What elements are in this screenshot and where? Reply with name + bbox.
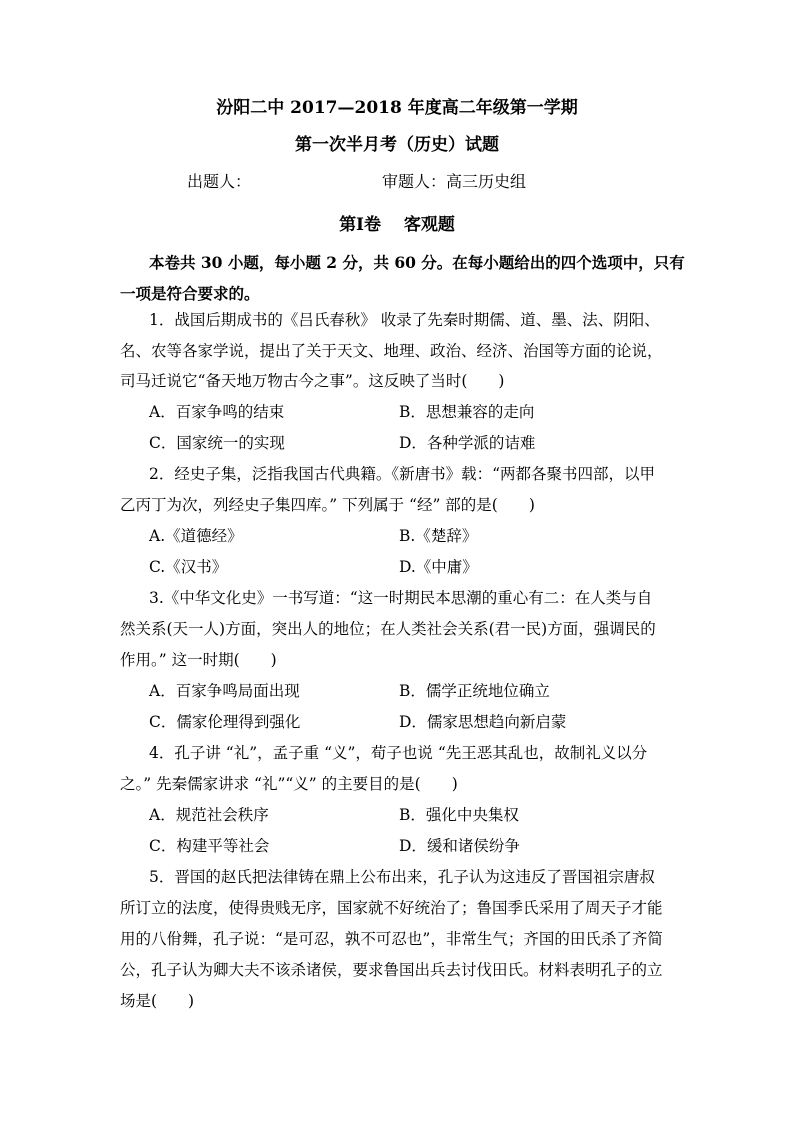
q4-line1: 4．孔子讲 “礼”，孟子重 “义”，荀子也说 “先王恶其乱也，故制礼义以分 bbox=[149, 744, 648, 762]
q4-option-b[interactable]: B．强化中央集权 bbox=[399, 806, 519, 824]
q2-line2: 乙丙丁为次，列经史子集四库。” 下列属于 “经” 部的是( ) bbox=[120, 496, 535, 514]
q3-line2: 然关系(天一人)方面，突出人的地位；在人类社会关系(君一民)方面，强调民的 bbox=[120, 620, 656, 638]
exam-title-line1: 汾阳二中 2017—2018 年度高二年级第一学期 bbox=[216, 98, 578, 118]
q4-option-a[interactable]: A．规范社会秩序 bbox=[149, 806, 269, 824]
instructions-line2: 一项是符合要求的。 bbox=[120, 284, 260, 303]
q3-option-b[interactable]: B．儒学正统地位确立 bbox=[399, 682, 550, 700]
q2-option-d[interactable]: D.《中庸》 bbox=[399, 558, 478, 576]
q5-line4: 公，孔子认为卿大夫不该杀诸侯，要求鲁国出兵去讨伐田氏。材料表明孔子的立 bbox=[120, 961, 663, 979]
section-title: 第Ⅰ卷 客观题 bbox=[339, 215, 455, 235]
q2-line1: 2．经史子集，泛指我国古代典籍。《新唐书》载：“两都各聚书四部，以甲 bbox=[149, 465, 656, 483]
q3-option-c[interactable]: C．儒家伦理得到强化 bbox=[149, 713, 301, 731]
q2-option-b[interactable]: B.《楚辞》 bbox=[399, 527, 478, 545]
exam-title-line2: 第一次半月考（历史）试题 bbox=[295, 135, 499, 155]
q2-option-c[interactable]: C.《汉书》 bbox=[149, 558, 228, 576]
q5-line3: 用的八佾舞，孔子说：“是可忍，孰不可忍也”，非常生气；齐国的田氏杀了齐简 bbox=[120, 930, 663, 948]
q5-line2: 所订立的法度，使得贵贱无序，国家就不好统治了；鲁国季氏采用了周天子才能 bbox=[120, 899, 663, 917]
q5-line5: 场是( ) bbox=[120, 992, 195, 1010]
instructions-line1: 本卷共 30 小题，每小题 2 分，共 60 分。在每小题给出的四个选项中，只有 bbox=[149, 253, 685, 272]
q4-option-c[interactable]: C．构建平等社会 bbox=[149, 837, 270, 855]
q4-option-d[interactable]: D．缓和诸侯纷争 bbox=[399, 837, 520, 855]
q3-line3: 作用。” 这一时期( ) bbox=[120, 651, 277, 669]
q1-option-c[interactable]: C．国家统一的实现 bbox=[149, 434, 285, 452]
q1-line2: 名、农等各家学说，提出了关于天文、地理、政治、经济、治国等方面的论说， bbox=[120, 342, 663, 360]
q5-line1: 5．晋国的赵氏把法律铸在鼎上公布出来，孔子认为这违反了晋国祖宗唐叔 bbox=[149, 868, 655, 886]
q1-option-d[interactable]: D．各种学派的诘难 bbox=[399, 434, 536, 452]
reviewer-label: 审题人：高三历史组 bbox=[382, 172, 527, 191]
q1-line3: 司马迁说它“备天地万物古今之事”。这反映了当时( ) bbox=[120, 372, 505, 390]
q1-option-b[interactable]: B．思想兼容的走向 bbox=[399, 403, 535, 421]
q4-line2: 之。” 先秦儒家讲求 “礼”“义” 的主要目的是( ) bbox=[120, 775, 458, 793]
q1-line1: 1．战国后期成书的《吕氏春秋》 收录了先秦时期儒、道、墨、法、阴阳、 bbox=[149, 311, 660, 329]
author-label: 出题人： bbox=[187, 172, 252, 191]
q3-option-d[interactable]: D．儒家思想趋向新启蒙 bbox=[399, 713, 567, 731]
q3-option-a[interactable]: A．百家争鸣局面出现 bbox=[149, 682, 300, 700]
q3-line1: 3.《中华文化史》一书写道：“这一时期民本思潮的重心有二：在人类与自 bbox=[149, 589, 653, 607]
q1-option-a[interactable]: A．百家争鸣的结束 bbox=[149, 403, 285, 421]
q2-option-a[interactable]: A.《道德经》 bbox=[149, 527, 243, 545]
